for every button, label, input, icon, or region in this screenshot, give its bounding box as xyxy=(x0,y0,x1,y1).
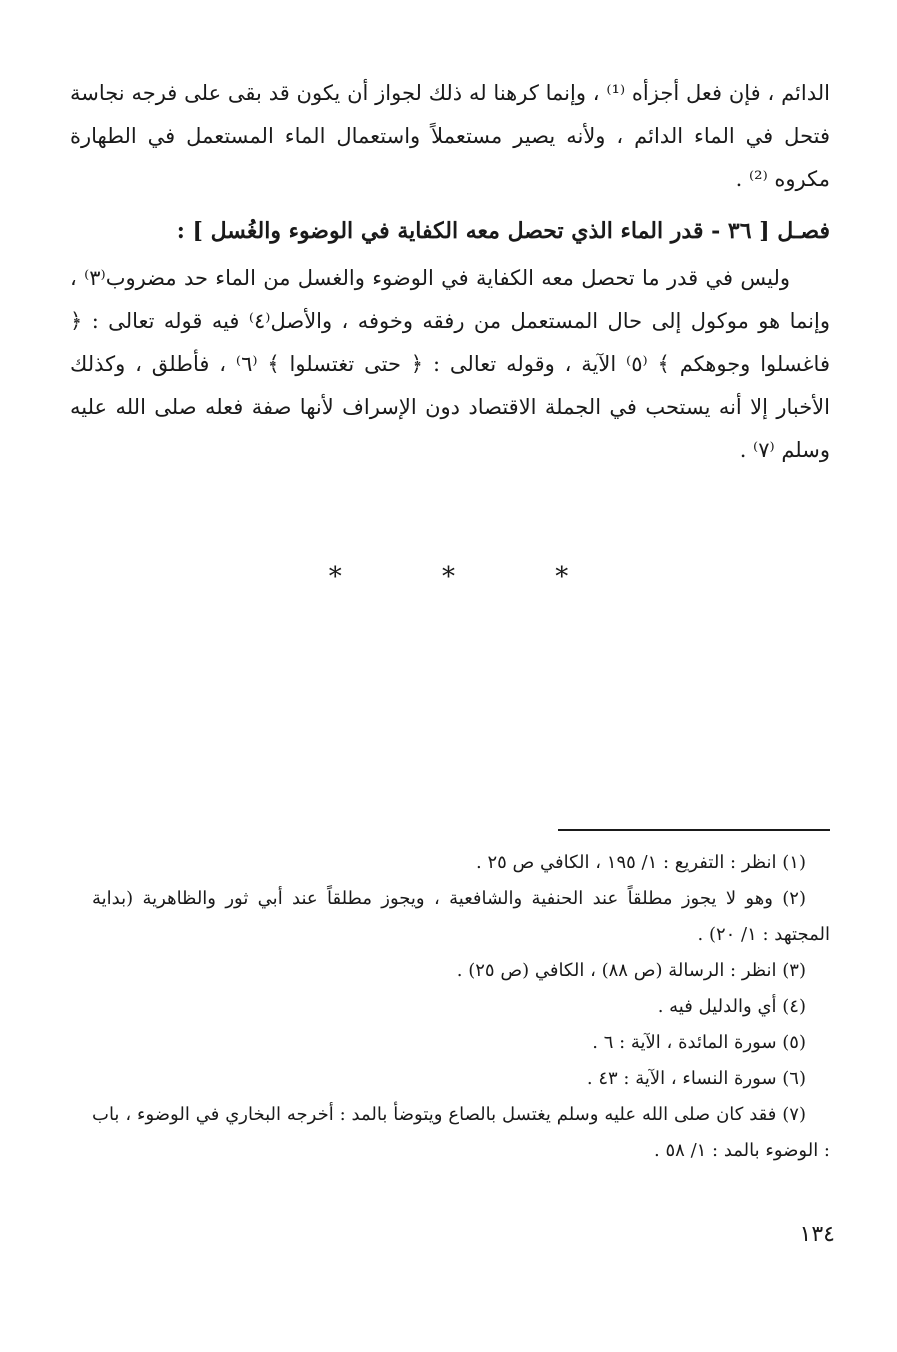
footnote-7: (٧) فقد كان صلى الله عليه وسلم يغتسل بالصاع ويتوضأ بالمد : أخرجه البخاري في الوضوء ، باب : الوضوء بالمد : ١/ ٥٨ . xyxy=(92,1104,830,1161)
footnotes xyxy=(92,845,830,1169)
paragraph-body: وليس في قدر ما تحصل معه الكفاية في الوضوء والغسل من الماء حد مضروب⁽٣⁾ ، وإنما هو موكول إلى حال المستعمل من رفقه وخوفه ، والأصل⁽٤⁾ فيه قوله تعالى : ﴿ فاغسلوا وجوهكم ﴾ ⁽٥⁾ الآية ، وقوله تعالى : ﴿ حتى تغتسلوا ﴾ ⁽٦⁾ ، فأطلق ، وكذلك الأخبار إلا أنه يستحب في الجملة الاقتصاد دون الإسراف لأنها صفة فعله صلى الله عليه وسلم ⁽٧⁾ . xyxy=(70,266,830,462)
footnote-6: (٦) سورة النساء ، الآية : ٤٣ . xyxy=(586,1068,806,1089)
footnote-separator xyxy=(558,829,830,831)
footnote-4: (٤) أي والدليل فيه . xyxy=(657,996,806,1017)
section-heading: فصـل [ ٣٦ - قدر الماء الذي تحصل معه الكفاية في الوضوء والغُسل ] : xyxy=(176,218,830,244)
paragraph-continuation: الدائم ، فإن فعل أجزأه ⁽¹⁾ ، وإنما كرهنا له ذلك لجواز أن يكون قد بقى على فرجه نجاسة فتحل في الماء الدائم ، ولأنه يصير مستعملاً واستعمال الماء المستعمل في الطهارة مكروه ⁽²⁾ . xyxy=(70,81,830,191)
footnote-2: (٢) وهو لا يجوز مطلقاً عند الحنفية والشافعية ، ويجوز مطلقاً عند أبي ثور والظاهرية (بداية المجتهد : ١/ ٢٠) . xyxy=(92,888,830,945)
footnote-5: (٥) سورة المائدة ، الآية : ٦ . xyxy=(592,1032,806,1053)
footnote-3: (٣) انظر : الرسالة (ص ٨٨) ، الكافي (ص ٢٥) . xyxy=(456,960,806,981)
main-text xyxy=(70,60,830,472)
footnote-1: (١) انظر : التفريع : ١/ ١٩٥ ، الكافي ص ٢٥ . xyxy=(476,852,806,873)
section-divider-stars: * * * xyxy=(328,562,615,592)
page-number: ١٣٤ xyxy=(799,1222,835,1247)
